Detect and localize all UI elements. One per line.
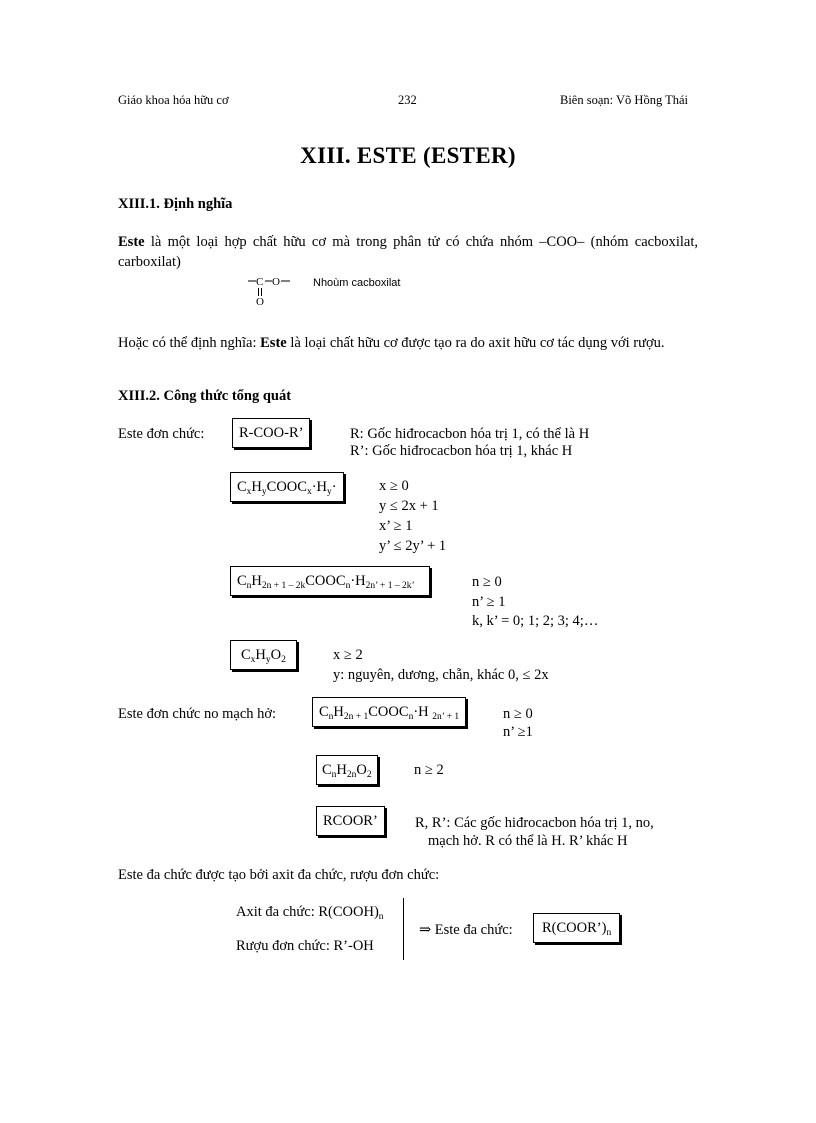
- saturated-ester-label: Este đơn chức no mạch hở:: [118, 706, 277, 722]
- formula-saturated-ester: $C_nH_{2n + 1}COOC_n\cdot H$ $_{2n’ + 1}$: [312, 697, 466, 727]
- formula-cxhy-cooc: $C_xH_yCOOC_x\cdot H_y\cdot$: [230, 472, 344, 502]
- formula-1-desc-1: R: Gốc hiđrocacbon hóa trị 1, có thể là H: [350, 426, 590, 442]
- formula-2-cond-3: x’ ≥ 1: [379, 518, 413, 534]
- mono-ester-label: Este đơn chức:: [118, 426, 205, 442]
- definition-2-term: Este: [260, 335, 287, 351]
- formula-cxhyo2: $C_xH_yO_2$: [230, 640, 297, 670]
- formula-4-cond-2: y: nguyên, dương, chẵn, khác 0, ≤ 2x: [333, 667, 549, 683]
- formula-2-cond-2: y ≤ 2x + 1: [379, 498, 439, 514]
- formula-4-cond-1: x ≥ 2: [333, 647, 363, 663]
- carboxylate-structure: [246, 271, 308, 307]
- formula-7-desc-2: mạch hở. R có thể là H. R’ khác H: [428, 833, 628, 849]
- formula-2-cond-4: y’ ≤ 2y’ + 1: [379, 538, 447, 554]
- carboxylate-diagram: [246, 271, 308, 307]
- poly-ester-arrow-text: ⇒ Este đa chức:: [419, 922, 513, 938]
- svg-text:O: O: [272, 276, 280, 288]
- poly-acid-formula: Axit đa chức: $R(COOH)_n$: [236, 904, 384, 922]
- definition-2-intro: Hoặc có thể định nghĩa:: [118, 335, 261, 351]
- formula-5-cond-1: n ≥ 0: [503, 706, 533, 722]
- formula-rcoor: RCOOR’: [316, 806, 385, 836]
- formula-3-cond-3: k, k’ = 0; 1; 2; 3; 4;…: [472, 613, 599, 629]
- formula-7-desc-1: R, R’: Các gốc hiđrocacbon hóa trị 1, no,: [415, 815, 654, 831]
- svg-text:O: O: [256, 296, 264, 307]
- formula-1-desc-2: R’: Gốc hiđrocacbon hóa trị 1, khác H: [350, 443, 573, 459]
- definition-paragraph: [118, 232, 698, 272]
- chapter-title: XIII. ESTE (ESTER): [300, 143, 516, 168]
- formula-2-cond-1: x ≥ 0: [379, 478, 409, 494]
- poly-acid-label: Axit đa chức:: [236, 904, 319, 920]
- poly-ester-label: Este đa chức được tạo bởi axit đa chức, rượu đơn chức:: [118, 867, 440, 883]
- mono-alcohol-formula: Rượu đơn chức: R’-OH: [236, 938, 374, 954]
- carboxylate-label: Nhoùm cacboxilat: [313, 277, 401, 289]
- formula-r-coo-r: R-COO-R’: [232, 418, 310, 448]
- bracket-line: [403, 898, 404, 960]
- formula-3-cond-2: n’ ≥ 1: [472, 594, 506, 610]
- definition-text: là một loại hợp chất hữu cơ mà trong phân tử có chứa nhóm –COO– (nhóm cacboxilat, carboxilat): [118, 234, 698, 270]
- header-right: Biên soạn: Võ Hồng Thái: [560, 93, 689, 107]
- svg-text:C: C: [256, 276, 264, 288]
- formula-r-coor-n: $R(COOR’)_n$: [533, 913, 620, 943]
- section-1-heading: XIII.1. Định nghĩa: [118, 196, 233, 212]
- formula-cnh2n-cooc: $C_nH_{2n + 1 - 2k}COOC_n\cdot H_{2n’ + 1 - 2k’}$: [230, 566, 430, 596]
- definition-2-paragraph: [118, 333, 698, 353]
- definition-2-text: là loại chất hữu cơ được tạo ra do axit hữu cơ tác dụng với rượu.: [286, 335, 665, 351]
- page-number: 232: [398, 93, 417, 107]
- section-2-heading: XIII.2. Công thức tổng quát: [118, 388, 292, 404]
- formula-3-cond-1: n ≥ 0: [472, 574, 502, 590]
- formula-cnh2no2: $C_nH_{2n}O_2$: [316, 755, 378, 785]
- formula-6-cond: n ≥ 2: [414, 762, 444, 778]
- formula-5-cond-2: n’ ≥1: [503, 724, 533, 740]
- header-left: Giáo khoa hóa hữu cơ: [118, 93, 229, 107]
- definition-term: Este: [118, 234, 145, 250]
